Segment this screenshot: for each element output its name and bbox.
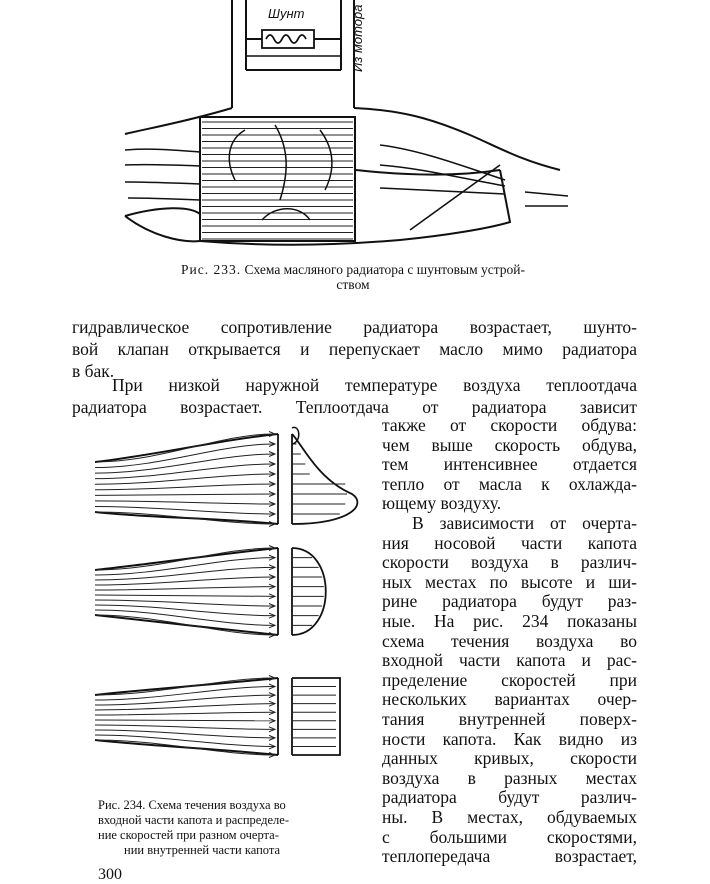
shunt-label: Шунт bbox=[268, 6, 305, 21]
text-line: радиатора будут различ- bbox=[382, 787, 637, 808]
text-line: рине радиатора будут раз- bbox=[382, 591, 637, 612]
text-line: вой клапан открывается и перепускает масло мимо радиатора bbox=[72, 339, 637, 359]
caption-234-line: Рис. 234. Схема течения воздуха во bbox=[98, 798, 286, 812]
text-line: пределение скоростей при bbox=[382, 669, 637, 690]
text-line: ности капота. Как видно из bbox=[382, 728, 637, 749]
caption-234-line: нии внутренней части капота bbox=[124, 843, 281, 857]
text-line: данных кривых, скорости bbox=[382, 748, 637, 769]
page-number: 300 bbox=[98, 866, 122, 883]
text-line: воздуха в разных местах bbox=[382, 767, 637, 788]
figure-233-caption bbox=[118, 262, 588, 292]
text-line: ния носовой части капота bbox=[382, 532, 637, 553]
text-line: ющему воздуху. bbox=[382, 493, 502, 514]
caption-234-line: ние скоростей при разном очерта- bbox=[98, 828, 279, 842]
text-line: ные. На рис. 234 показаны bbox=[382, 611, 637, 631]
text-line: в бак. bbox=[72, 361, 115, 381]
text-line: ны. В местах, обдуваемых bbox=[382, 807, 637, 827]
text-line: В зависимости от очерта- bbox=[412, 513, 637, 533]
text-line: При низкой наружной температуре воздуха теплоотдача bbox=[112, 375, 637, 395]
text-line: скорости воздуха в различ- bbox=[382, 552, 637, 573]
figure-234 bbox=[0, 420, 380, 860]
text-line: также от скорости обдува: bbox=[382, 415, 637, 435]
text-line: радиатора возрастает. Теплоотдача от радиатора зависит bbox=[72, 397, 637, 417]
caption-234-line: входной части капота и распределе- bbox=[98, 813, 290, 827]
text-line: чем выше скорость обдува, bbox=[382, 434, 637, 455]
text-line: тепло от масла к охлажда- bbox=[382, 473, 637, 494]
text-line: гидравлическое сопротивление радиатора возрастает, шунто- bbox=[72, 317, 637, 337]
airflow-diagrams bbox=[0, 420, 380, 800]
figure-233 bbox=[0, 0, 710, 300]
caption-233-line2: ством bbox=[336, 277, 370, 292]
text-line: теплопередача возрастает, bbox=[382, 846, 637, 867]
text-line: схема течения воздуха во bbox=[382, 630, 637, 651]
caption-233-line1: Схема масляного радиатора с шунтовым устрой- bbox=[244, 262, 526, 277]
text-line: с большими скоростями, bbox=[382, 826, 637, 847]
text-line: входной части капота и рас- bbox=[382, 650, 637, 671]
caption-233-prefix: Рис. 233. bbox=[180, 262, 242, 277]
text-line: тания внутренней поверх- bbox=[382, 709, 637, 729]
text-line: нескольких вариантах очер- bbox=[382, 689, 637, 710]
text-line: тем интенсивнее отдается bbox=[382, 454, 637, 475]
from-motor-label: Из мотора bbox=[350, 4, 365, 72]
text-line: ных местах по высоте и ши- bbox=[382, 571, 637, 592]
